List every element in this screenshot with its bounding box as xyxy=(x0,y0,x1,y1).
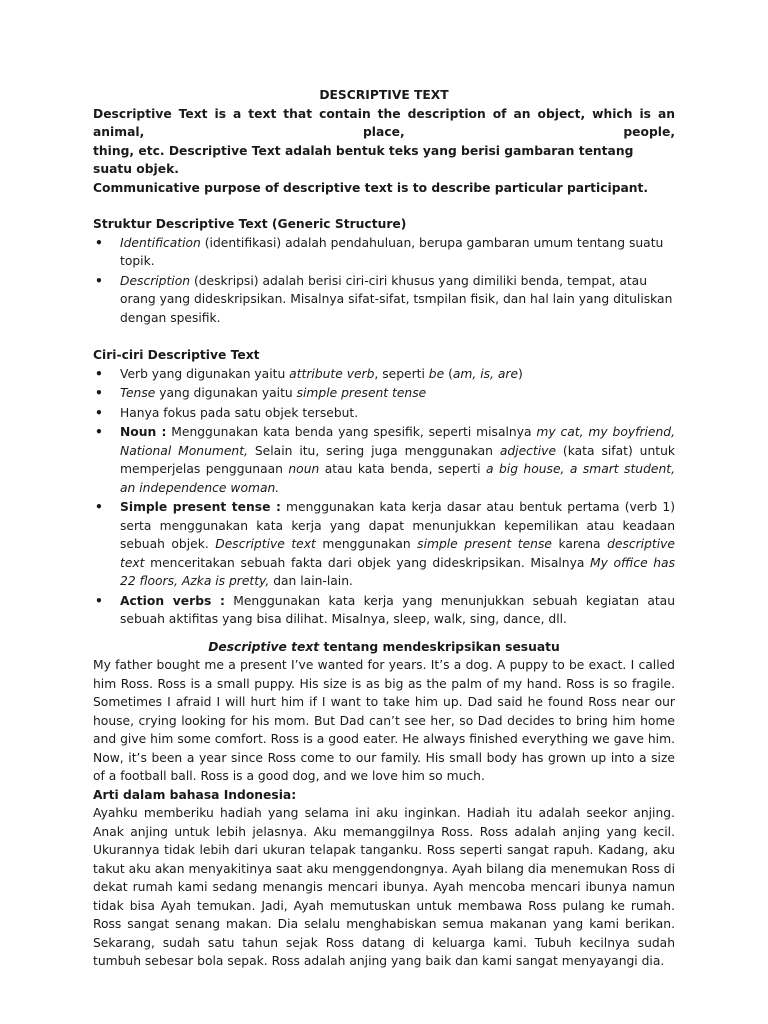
text: Descriptive text xyxy=(215,537,316,551)
text: , seperti xyxy=(374,366,429,381)
translation-heading: Arti dalam bahasa Indonesia: xyxy=(93,787,297,802)
example-english-paragraph: My father bought me a present I’ve wanted for years. It’s a dog. A puppy to be exact. I called him Ross. Ross is a small puppy. His size is as big as the palm of my hand. Ross is so fragile. Sometimes I afraid I will hurt him if I want to take him up. Dad said he found Ross near our house, crying looking for his mom. But Dad can’t see her, so Dad decides to bring him home and give him some comfort. Ross is a good eater. He always finished everything we gave him. Now, it’s been a year since Ross come to our family. His small body has grown up into a size of a football ball. Ross is a good dog, and we love him so much. xyxy=(93,658,675,783)
text: Hanya fokus pada satu objek tersebut. xyxy=(120,405,359,420)
list-item xyxy=(93,384,675,403)
bullet-icon: • xyxy=(95,500,103,514)
example-heading xyxy=(93,638,675,657)
list-item xyxy=(93,404,675,423)
text: ) xyxy=(518,366,523,381)
text: yang digunakan yaitu xyxy=(155,386,297,400)
text: Verb yang digunakan yaitu xyxy=(120,366,290,381)
text: be xyxy=(428,366,445,381)
label-noun: Noun : xyxy=(120,425,167,439)
text: descriptive text xyxy=(120,537,675,570)
text: dan lain-lain. xyxy=(269,574,353,588)
text: a big house, a smart student, an independence woman. xyxy=(120,462,675,495)
spacer xyxy=(93,197,675,215)
list-item xyxy=(93,272,675,328)
text: My office has 22 floors, Azka is pretty, xyxy=(120,555,675,588)
text: menggunakan xyxy=(315,537,418,551)
text: my cat, my boyfriend, National Monument, xyxy=(120,425,675,458)
text: tentang mendeskripsikan sesuatu xyxy=(319,639,560,654)
text: Tense xyxy=(120,386,156,400)
list-item xyxy=(93,423,675,497)
structure-list xyxy=(93,234,675,328)
features-list xyxy=(93,365,675,629)
spacer xyxy=(93,630,675,638)
text: ( xyxy=(444,366,453,381)
bullet-icon: • xyxy=(95,366,103,381)
text: Selain itu, sering juga menggunakan xyxy=(247,443,500,458)
list-item xyxy=(93,498,675,591)
spacer xyxy=(93,328,675,346)
example-indonesian-paragraph: Ayahku memberiku hadiah yang selama ini aku inginkan. Hadiah itu adalah seekor anjing. Anak anjing untuk lebih jelasnya. Aku memanggilnya Ross. Ross adalah anjing yang kecil. Ukurannya tidak lebih dari ukuran telapak tanganku. Ross seperti sangat rapuh. Kadang, aku takut aku akan menyakitinya saat aku menggendongnya. Ayah bilang dia menemukan Ross di dekat rumah kami sedang menangis mencari ibunya. Ayah mencoba mencari ibunya namun tidak bisa Ayah temukan. Jadi, Ayah memutuskan untuk membawa Ross pulang ke rumah. Ross sangat senang makan. Dia selalu menghabiskan semua makanan yang kami berikan. Sekarang, sudah satu tahun sejak Ross datang di keluarga kami. Tubuh kecilnya sudah tumbuh sebesar bola sepak. Ross adalah anjing yang baik dan kami sangat menyayangi dia. xyxy=(93,806,675,968)
item-text: (identifikasi) adalah pendahuluan, berupa gambaran umum tentang suatu topik. xyxy=(120,235,664,268)
text: simple present tense xyxy=(296,386,427,400)
bullet-icon: • xyxy=(95,235,103,250)
bullet-icon: • xyxy=(95,386,103,400)
text: Descriptive text xyxy=(208,639,320,654)
bullet-icon: • xyxy=(95,593,103,608)
bullet-icon: • xyxy=(95,273,103,288)
intro-line-1: Descriptive Text is a text that contain the description of an object, which is an animal, place, people, xyxy=(93,106,675,139)
text: am, is, are xyxy=(452,366,519,381)
document-page xyxy=(93,86,675,971)
document-title: DESCRIPTIVE TEXT xyxy=(319,88,449,102)
text: karena xyxy=(551,537,608,551)
intro-paragraph xyxy=(93,105,675,198)
structure-heading: Struktur Descriptive Text (Generic Structure) xyxy=(93,217,407,231)
term-identification: Identification xyxy=(120,235,201,250)
text: adjective xyxy=(499,443,557,458)
bullet-icon: • xyxy=(95,425,103,439)
list-item xyxy=(93,234,675,271)
text: (kata sifat) untuk memperjelas penggunaan xyxy=(120,443,675,476)
item-text: (deskripsi) adalah berisi ciri-ciri khusus yang dimiliki benda, tempat, atau orang yang dideskripsikan. Misalnya sifat-sifat, tsmpilan fisik, dan hal lain yang dituliskan dengan spesifik. xyxy=(120,273,673,325)
intro-line-2: thing, etc. Descriptive Text adalah bentuk teks yang berisi gambaran tentang suatu objek. xyxy=(93,143,634,176)
bullet-icon: • xyxy=(95,405,103,420)
text: noun xyxy=(288,462,320,476)
list-item xyxy=(93,592,675,629)
text: atau kata benda, seperti xyxy=(319,462,486,476)
text: simple present tense xyxy=(417,537,552,551)
text: menggunakan kata kerja dasar atau bentuk pertama (verb 1) serta menggunakan kata kerja yang dapat menunjukkan kepemilikan atau keadaan sebuah objek. xyxy=(120,500,676,551)
term-description: Description xyxy=(120,273,191,288)
list-item xyxy=(93,365,675,384)
label-action-verbs: Action verbs : xyxy=(120,593,225,608)
intro-line-3: Communicative purpose of descriptive text is to describe particular participant. xyxy=(93,180,649,195)
features-heading: Ciri-ciri Descriptive Text xyxy=(93,348,260,362)
text: Menggunakan kata benda yang spesifik, seperti misalnya xyxy=(166,425,537,439)
text: Menggunakan kata kerja yang menunjukkan sebuah kegiatan atau sebuah aktifitas yang bisa dilihat. Misalnya, sleep, walk, sing, dance, dll. xyxy=(120,593,676,626)
label-simple-present: Simple present tense : xyxy=(120,500,281,514)
text: menceritakan sebuah fakta dari objek yang dideskripsikan. Misalnya xyxy=(144,555,590,570)
text: attribute verb xyxy=(289,366,375,381)
